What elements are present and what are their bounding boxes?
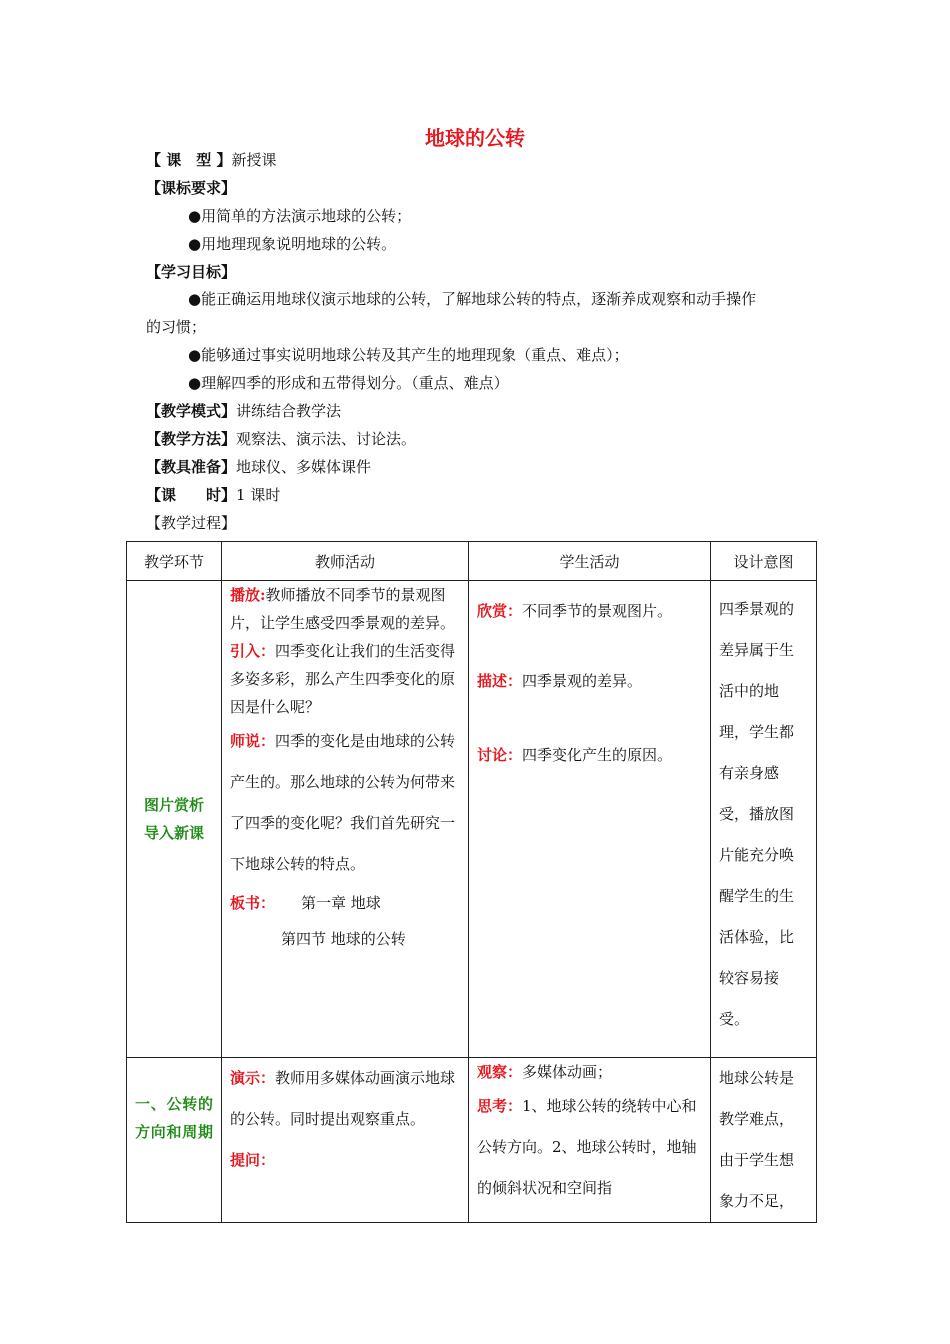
- play-label: 播放:: [230, 586, 266, 604]
- standard-heading: 【课标要求】: [146, 179, 237, 197]
- stage-cell-1: [127, 581, 222, 1058]
- tools-value: 地球仪、多媒体课件: [236, 458, 372, 476]
- student-enjoy: [477, 597, 702, 625]
- discuss-text: 四季变化产生的原因。: [522, 746, 673, 764]
- demo-text: 教师用多媒体动画演示地球的公转。同时提出观察重点。: [230, 1069, 456, 1128]
- teacher-intro: [230, 637, 460, 721]
- intent-text-2: 地球公转是教学难点，由于学生想象力不足，: [719, 1069, 795, 1210]
- intro-text: 四季变化让我们的生活变得多姿多彩，那么产生四季变化的原因是什么呢？: [230, 642, 456, 716]
- board-line-1: 第一章 地球: [301, 894, 381, 912]
- intent-cell-2: [711, 1058, 817, 1223]
- standard-item-1: ●用简单的方法演示地球的公转；: [188, 207, 412, 225]
- enjoy-label: 欣赏：: [477, 602, 523, 620]
- observe-text: 多媒体动画；: [522, 1063, 613, 1081]
- goals-label: [146, 262, 826, 282]
- stage-2-text: 一、公转的方向和周期: [135, 1095, 213, 1141]
- goal-item-2: ●能够通过事实说明地球公转及其产生的地理现象（重点、难点）；: [188, 346, 629, 364]
- process-label: 【教学过程】: [146, 514, 237, 532]
- lesson-type-label: 【 课 型 】: [146, 151, 232, 169]
- teacher-demo: [230, 1058, 460, 1140]
- teacher-ask: [230, 1140, 460, 1181]
- method-line: [146, 429, 826, 449]
- student-describe: [477, 667, 702, 695]
- tools-line: [146, 457, 826, 477]
- intent-cell-1: [711, 581, 817, 1058]
- standard-item-2: ●用地理现象说明地球的公转。: [188, 235, 397, 253]
- describe-label: 描述：: [477, 672, 523, 690]
- tools-label: 【教具准备】: [146, 458, 237, 476]
- goal-item-1: ●能正确运用地球仪演示地球的公转，了解地球公转的特点，逐渐养成观察和动手操作: [188, 290, 757, 308]
- header-stage: 教学环节: [127, 542, 222, 581]
- student-think: [477, 1086, 702, 1209]
- hours-value: 1 课时: [236, 486, 281, 504]
- goal-item-1-continued: 的习惯；: [146, 318, 207, 336]
- header-intent: 设计意图: [711, 542, 817, 581]
- board-line-2: 第四节 地球的公转: [281, 930, 406, 948]
- say-label: 师说：: [230, 732, 276, 750]
- demo-label: 演示：: [230, 1069, 276, 1087]
- teacher-board: [230, 885, 460, 957]
- student-observe: [477, 1058, 702, 1086]
- teacher-say: [230, 721, 460, 885]
- mode-value: 讲练结合教学法: [236, 402, 342, 420]
- method-value: 观察法、演示法、讨论法。: [236, 430, 417, 448]
- goals-heading: 【学习目标】: [146, 263, 237, 281]
- table-header-row: [127, 542, 817, 581]
- enjoy-text: 不同季节的景观图片。: [522, 602, 673, 620]
- student-discuss: [477, 741, 702, 769]
- method-label: 【教学方法】: [146, 430, 237, 448]
- say-text: 四季的变化是由地球的公转产生的。那么地球的公转为何带来了四季的变化呢？我们首先研究一下地球公转的特点。: [230, 732, 456, 873]
- lesson-type-value: 新授课: [231, 151, 277, 169]
- stage-1-line-1: 图片赏析: [143, 796, 204, 814]
- think-label: 思考：: [477, 1097, 523, 1115]
- play-text: 教师播放不同季节的景观图片，让学生感受四季景观的差异。: [230, 586, 456, 632]
- intro-label: 引入：: [230, 642, 276, 660]
- document-title: 地球的公转: [425, 126, 525, 150]
- goal-item-3: ●理解四季的形成和五带得划分。（重点、难点）: [188, 374, 509, 392]
- header-teacher: 教师活动: [222, 542, 469, 581]
- stage-1-line-2: 导入新课: [143, 824, 204, 842]
- header-student: 学生活动: [469, 542, 711, 581]
- table-row: [127, 581, 817, 1058]
- mode-line: [146, 401, 826, 421]
- ask-label: 提问：: [230, 1151, 276, 1169]
- standard-label: [146, 178, 826, 198]
- teacher-cell-2: [222, 1058, 469, 1223]
- observe-label: 观察：: [477, 1063, 523, 1081]
- mode-label: 【教学模式】: [146, 402, 237, 420]
- describe-text: 四季景观的差异。: [522, 672, 643, 690]
- teacher-play: [230, 581, 460, 637]
- teacher-cell-1: [222, 581, 469, 1058]
- table-row: [127, 1058, 817, 1223]
- stage-cell-2: [127, 1058, 222, 1223]
- student-cell-1: [469, 581, 711, 1058]
- teaching-process-table: [126, 541, 817, 1223]
- hours-line: [146, 485, 826, 505]
- think-text: 1、地球公转的绕转中心和公转方向。2、地球公转时，地轴的倾斜状况和空间指: [477, 1097, 697, 1197]
- hours-label: 【课 时】: [146, 486, 237, 504]
- board-label: 板书：: [230, 894, 276, 912]
- intent-text-1: 四季景观的差异属于生活中的地理，学生都有亲身感受，播放图片能充分唤醒学生的生活体验，比较容易接受。: [719, 600, 795, 1028]
- lesson-type-line: [146, 150, 826, 170]
- student-cell-2: [469, 1058, 711, 1223]
- discuss-label: 讨论：: [477, 746, 523, 764]
